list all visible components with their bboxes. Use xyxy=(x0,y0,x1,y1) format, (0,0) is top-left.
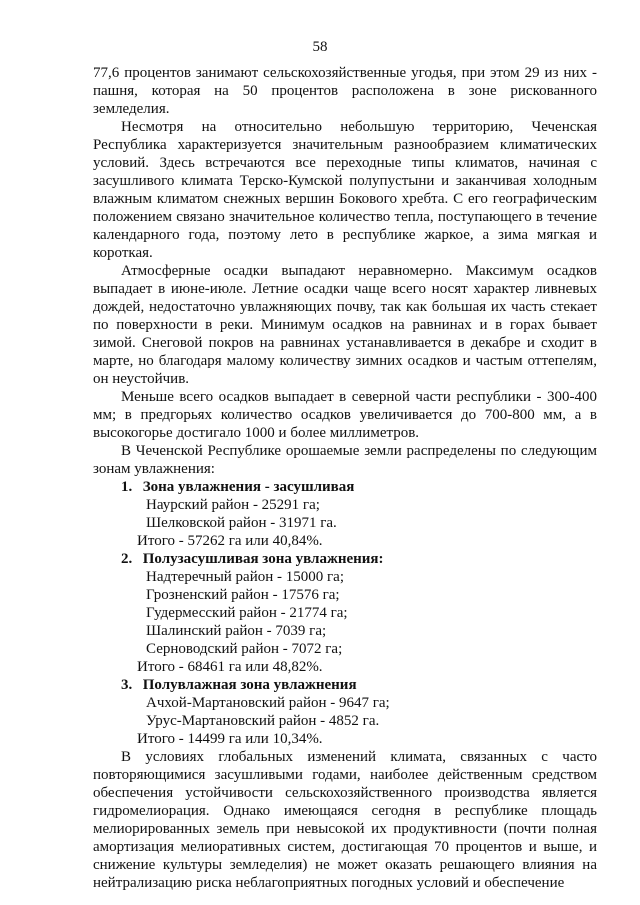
paragraph: В условиях глобальных изменений климата, связанных с часто повторяющимися засушливыми годами, наиболее действенным средством обеспечения устойчивости сельскохозяйственного производства является гидромелиорация. Однако имеющаяся сегодня в республике площадь мелиорированных земель при невысокой их продуктивности (почти полная амортизация мелиоративных систем, достигающая 70 процентов и выше, и снижение культуры земледелия) не может оказать решающего влияния на нейтрализацию риска неблагоприятных погодных условий и обеспечение xyxy=(93,749,597,891)
zone-title-text: Зона увлажнения - засушливая xyxy=(142,479,355,495)
zone-title xyxy=(121,676,597,694)
paragraph: Несмотря на относительно небольшую территорию, Чеченская Республика характеризуется значительным разнообразием климатических условий. Здесь встречаются все переходные типы климатов, начиная с засушливого климата Терско-Кумской полупустыни и заканчивая холодным влажным климатом снежных вершин Бокового хребта. С его географическим положением связано значительное количество тепла, поступающего в течение календарного года, поэтому лето в республике жаркое, а зима мягкая и короткая. xyxy=(93,119,597,261)
district-line: Шелковской район - 31971 га. xyxy=(146,515,337,531)
district-line: Надтеречный район - 15000 га; xyxy=(146,569,344,585)
district-line: Наурский район - 25291 га; xyxy=(146,497,320,513)
page-number: 58 xyxy=(312,39,328,55)
paragraph: В Чеченской Республике орошаемые земли распределены по следующим зонам увлажнения: xyxy=(93,443,597,477)
zone-title xyxy=(121,550,597,568)
paragraph: Атмосферные осадки выпадают неравномерно. Максимум осадков выпадает в июне-июле. Летние осадки чаще всего носят характер ливневых дождей, недостаточно увлажняющих почву, так как большая их часть стекает по поверхности в реки. Минимум осадков на равнинах и в горах бывает зимой. Снеговой покров на равнинах устанавливается в декабре и сходит в марте, но благодаря малому количеству зимних осадков и частым оттепелям, он неустойчив. xyxy=(93,263,597,387)
district-line: Гудермесский район - 21774 га; xyxy=(146,605,348,621)
zone-1 xyxy=(93,478,597,550)
district-line: Ачхой-Мартановский район - 9647 га; xyxy=(146,695,390,711)
document-body xyxy=(93,64,597,892)
zone-number: 3. xyxy=(121,677,133,693)
zone-3 xyxy=(93,676,597,748)
zone-title-text: Полузасушливая зона увлажнения: xyxy=(142,551,384,567)
zone-2 xyxy=(93,550,597,676)
zone-total: Итого - 57262 га или 40,84%. xyxy=(137,533,323,549)
district-line: Урус-Мартановский район - 4852 га. xyxy=(146,713,380,729)
paragraph: 77,6 процентов занимают сельскохозяйственные угодья, при этом 29 из них - пашня, которая на 50 процентов расположена в зоне рискованного земледелия. xyxy=(93,65,597,117)
district-line: Серноводский район - 7072 га; xyxy=(146,641,343,657)
zone-title-text: Полувлажная зона увлажнения xyxy=(142,677,357,693)
zone-total: Итого - 68461 га или 48,82%. xyxy=(137,659,323,675)
district-line: Шалинский район - 7039 га; xyxy=(146,623,327,639)
zone-title xyxy=(121,478,597,496)
zone-total: Итого - 14499 га или 10,34%. xyxy=(137,731,323,747)
zone-number: 2. xyxy=(121,551,133,567)
zone-number: 1. xyxy=(121,479,133,495)
paragraph: Меньше всего осадков выпадает в северной части республики - 300-400 мм; в предгорьях количество осадков увеличивается до 700-800 мм, а в высокогорье достигало 1000 и более миллиметров. xyxy=(93,389,597,441)
district-line: Грозненский район - 17576 га; xyxy=(146,587,340,603)
